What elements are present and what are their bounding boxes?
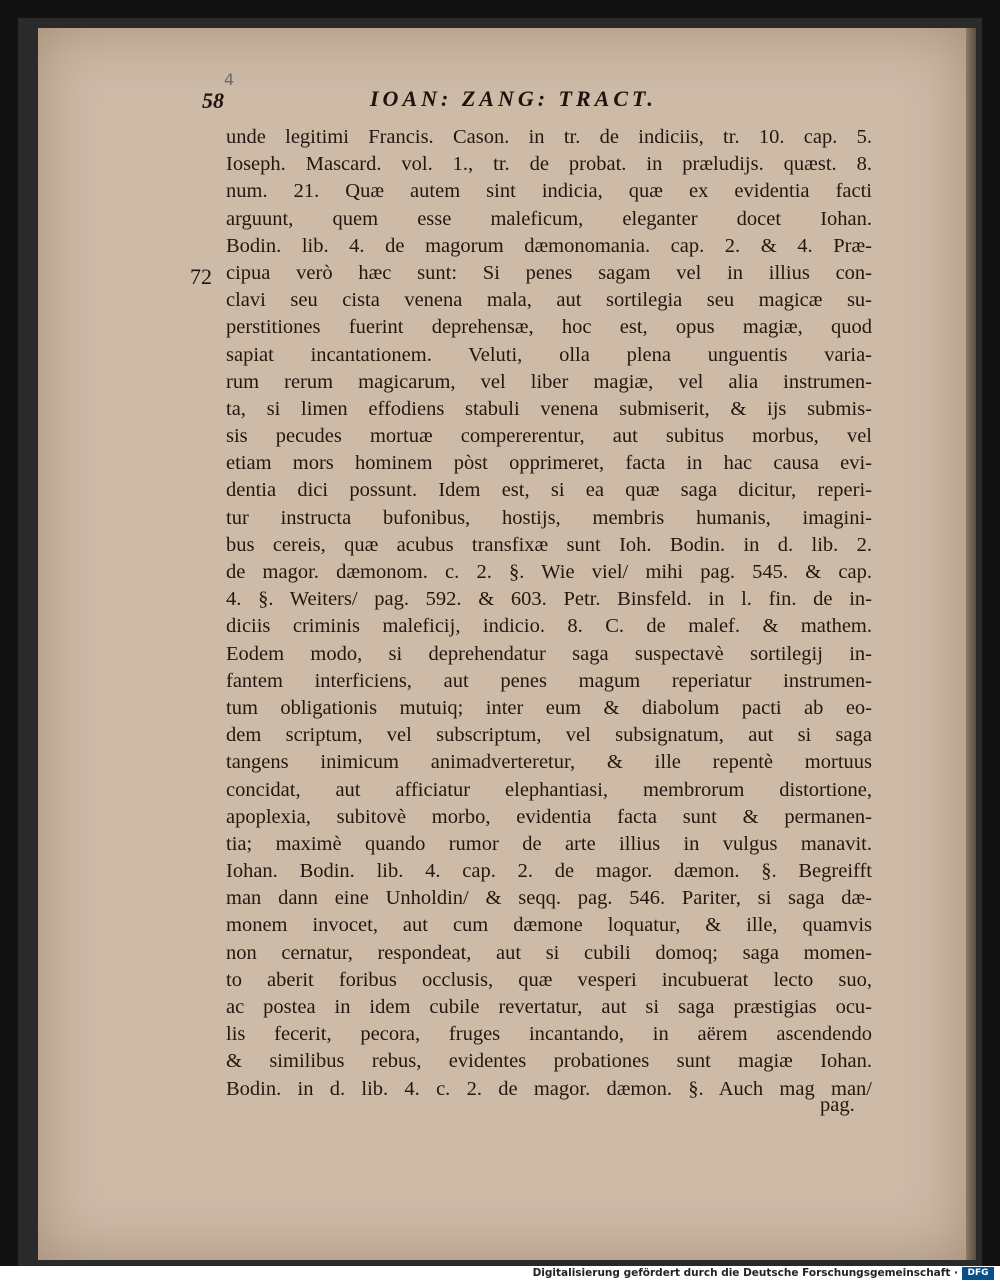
text-line: ta, si limen effodiens stabuli venena submiserit, & ijs submis-: [226, 397, 872, 420]
text-line: de magor. dæmonom. c. 2. §. Wie viel/ mihi pag. 545. & cap.: [226, 561, 872, 583]
text-line: sis pecudes mortuæ compererentur, aut subitus morbus, vel: [226, 425, 872, 448]
text-line: unde legitimi Francis. Cason. in tr. de indiciis, tr. 10. cap. 5.: [226, 126, 872, 148]
text-line: tia; maximè quando rumor de arte illius in vulgus manavit.: [226, 832, 872, 855]
margin-number: 72: [190, 264, 212, 289]
text-line: fantem interficiens, aut penes magum reperiatur instrumen-: [226, 669, 872, 692]
text-line: clavi seu cista venena mala, aut sortilegia seu magicæ su-: [226, 289, 872, 312]
text-line: tur instructa bufonibus, hostijs, membris humanis, imagini-: [226, 506, 872, 529]
funding-note: Digitalisierung gefördert durch die Deutsche Forschungsgemeinschaft ·: [532, 1267, 958, 1279]
text-line: Bodin. in d. lib. 4. c. 2. de magor. dæmon. §. Auch mag man/: [226, 1077, 872, 1100]
text-line: cipua verò hæc sunt: Si penes sagam vel in illius con-: [226, 261, 872, 284]
text-line: num. 21. Quæ autem sint indicia, quæ ex evidentia facti: [226, 180, 872, 203]
body-text: [226, 124, 872, 1103]
text-line: monem invocet, aut cum dæmone loquatur, & ille, quamvis: [226, 914, 872, 937]
text-line: Ioseph. Mascard. vol. 1., tr. de probat. in præludijs. quæst. 8.: [226, 153, 872, 176]
text-line: concidat, aut afficiatur elephantiasi, membrorum distortione,: [226, 778, 872, 801]
dfg-logo: DFG: [962, 1267, 994, 1280]
text-line: diciis criminis maleficij, indicio. 8. C. de malef. & mathem.: [226, 615, 872, 638]
text-line: man dann eine Unholdin/ & seqq. pag. 546. Pariter, si saga dæ-: [226, 887, 872, 910]
text-line: dentia dici possunt. Idem est, si ea quæ saga dicitur, reperi-: [226, 479, 872, 502]
text-line: apoplexia, subitovè morbo, evidentia facta sunt & permanen-: [226, 805, 872, 828]
text-line: lis fecerit, pecora, fruges incantando, in aërem ascendendo: [226, 1023, 872, 1046]
page-number: 58: [202, 88, 224, 113]
text-line: to aberit foribus occlusis, quæ vesperi incubuerat lecto suo,: [226, 968, 872, 991]
text-line: 4. §. Weiters/ pag. 592. & 603. Petr. Binsfeld. in l. fin. de in-: [226, 588, 872, 611]
text-line: dem scriptum, vel subscriptum, vel subsignatum, aut si saga: [226, 724, 872, 747]
text-line: Bodin. lib. 4. de magorum dæmonomania. cap. 2. & 4. Præ-: [226, 234, 872, 257]
text-line: rum rerum magicarum, vel liber magiæ, vel alia instrumen-: [226, 370, 872, 393]
text-line: etiam mors hominem pòst opprimeret, facta in hac causa evi-: [226, 452, 872, 475]
text-line: Eodem modo, si deprehendatur saga suspectavè sortilegij in-: [226, 642, 872, 665]
text-line: Iohan. Bodin. lib. 4. cap. 2. de magor. dæmon. §. Begreifft: [226, 860, 872, 883]
text-line: ac postea in idem cubile revertatur, aut si saga præstigias ocu-: [226, 996, 872, 1018]
text-line: bus cereis, quæ acubus transfixæ sunt Ioh. Bodin. in d. lib. 2.: [226, 533, 872, 556]
text-line: sapiat incantationem. Veluti, olla plena unguentis varia-: [226, 343, 872, 366]
page-edge: [966, 28, 976, 1260]
pencil-mark: 4: [224, 70, 235, 89]
text-line: non cernatur, respondeat, aut si cubili domoq; saga momen-: [226, 941, 872, 964]
text-line: tangens inimicum animadverteretur, & ille repentè mortuus: [226, 751, 872, 774]
text-line: arguunt, quem esse maleficum, eleganter docet Iohan.: [226, 207, 872, 230]
text-line: tum obligationis mutuiq; inter eum & diabolum pacti ab eo-: [226, 696, 872, 719]
running-head: IOAN: ZANG: TRACT.: [370, 86, 657, 111]
text-line: perstitiones fuerint deprehensæ, hoc est, opus magiæ, quod: [226, 316, 872, 339]
text-line: & similibus rebus, evidentes probationes sunt magiæ Iohan.: [226, 1050, 872, 1073]
catchword: pag.: [820, 1094, 855, 1116]
